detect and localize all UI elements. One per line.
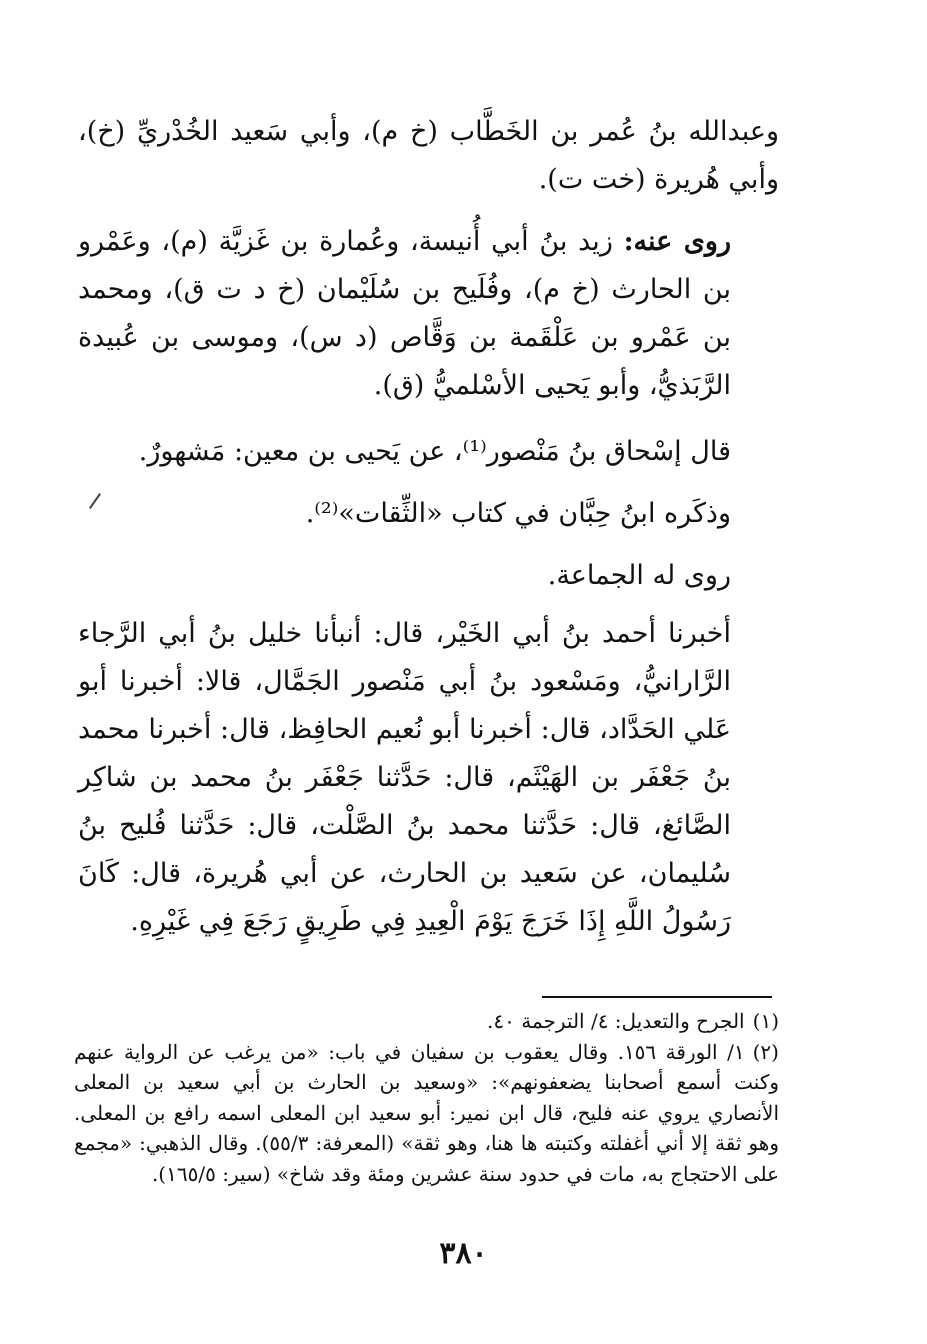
footnote-2 bbox=[74, 1037, 779, 1190]
narrators-text: زيد بنُ أبي أُنيسة، وعُمارة بن غَزيَّة (م)، وعَمْرو بن الحارث (خ م)، وفُلَيح بن سُلَيْمان (خ د ت ق)، ومحمد بن عَمْرو بن عَلْقَمة بن وَقَّاص (د س)، وموسى بن عُبيدة الرَّبَذيُّ، وأبو يَحيى الأسْلميُّ (ق). bbox=[78, 226, 731, 401]
narrators-line bbox=[78, 218, 779, 410]
footnote-number: (١) bbox=[752, 1009, 779, 1033]
paragraph-narrators bbox=[78, 218, 779, 410]
footnote-1 bbox=[74, 1006, 779, 1037]
paragraph-ibn-hibban bbox=[78, 490, 779, 538]
footnote-text: ١/ الورقة ١٥٦. وقال يعقوب بن سفيان في باب: «من يرغب عن الرواية عنهم وكنت أسمع أصحابنا يضعفونهم»: «وسعيد بن الحارث بن أبي سعيد بن المعلى الأنصاري يروي عنه فليح، قال ابن نمير: أبو سعيد ابن المعلى اسمه رافع بن المعلى. وهو ثقة إلا أني أغفلته وكتبته ها هنا، وهو ثقة» (المعرفة: ٥٥/٣). وقال الذهبي: «مجمع على الاحتجاج به، مات في حدود سنة عشرين ومئة وقد شاخ» (سير: ١٦٥/٥). bbox=[74, 1039, 780, 1186]
paragraph-ibn-maeen bbox=[78, 428, 779, 476]
paragraph-text: روى له الجماعة. bbox=[547, 560, 731, 591]
footnote-separator bbox=[542, 996, 772, 998]
paragraph-teachers bbox=[78, 108, 779, 204]
paragraph-text: وعبدالله بنُ عُمر بن الخَطَّاب (خ م)، وأبي سَعيد الخُدْريِّ (خ)، وأبي هُريرة (خت ت). bbox=[78, 116, 779, 195]
footnotes bbox=[74, 1006, 779, 1189]
narrators-label: روى عنه: bbox=[623, 226, 731, 257]
page-number: ٣٨٠ bbox=[439, 1236, 488, 1271]
footnote-text: الجرح والتعديل: ٤/ الترجمة ٤٠. bbox=[487, 1009, 745, 1033]
paragraph-hadith-chain bbox=[78, 610, 779, 946]
footnote-number: (٢) bbox=[752, 1039, 779, 1064]
paragraph-jamaa bbox=[78, 552, 779, 600]
paragraph-text: وذكَره ابنُ حِبَّان في كتاب «الثِّقات»⁽²⁾. bbox=[305, 498, 731, 529]
paragraph-text: أخبرنا أحمد بنُ أبي الخَيْر، قال: أنبأنا خليل بنُ أبي الرَّجاء الرَّارانيُّ، ومَسْعود بنُ أبي مَنْصور الجَمَّال، قالا: أخبرنا أبو عَلي الحَدَّاد، قال: أخبرنا أبو نُعيم الحافِظ، قال: أخبرنا محمد بنُ جَعْفَر بن الهَيْثَم، قال: حَدَّثنا جَعْفَر بنُ محمد بن شاكِر الصَّائغ، قال: حَدَّثنا محمد بنُ الصَّلْت، قال: حَدَّثنا فُليح بنُ سُليمان، عن سَعيد بن الحارث، عن أبي هُريرة، قال: كَانَ رَسُولُ اللَّهِ إِذَا خَرَجَ يَوْمَ الْعِيدِ فِي طَرِيقٍ رَجَعَ فِي غَيْرِهِ. bbox=[78, 618, 731, 937]
paragraph-text: قال إسْحاق بنُ مَنْصور⁽¹⁾، عن يَحيى بن معين: مَشهورٌ. bbox=[138, 436, 731, 467]
